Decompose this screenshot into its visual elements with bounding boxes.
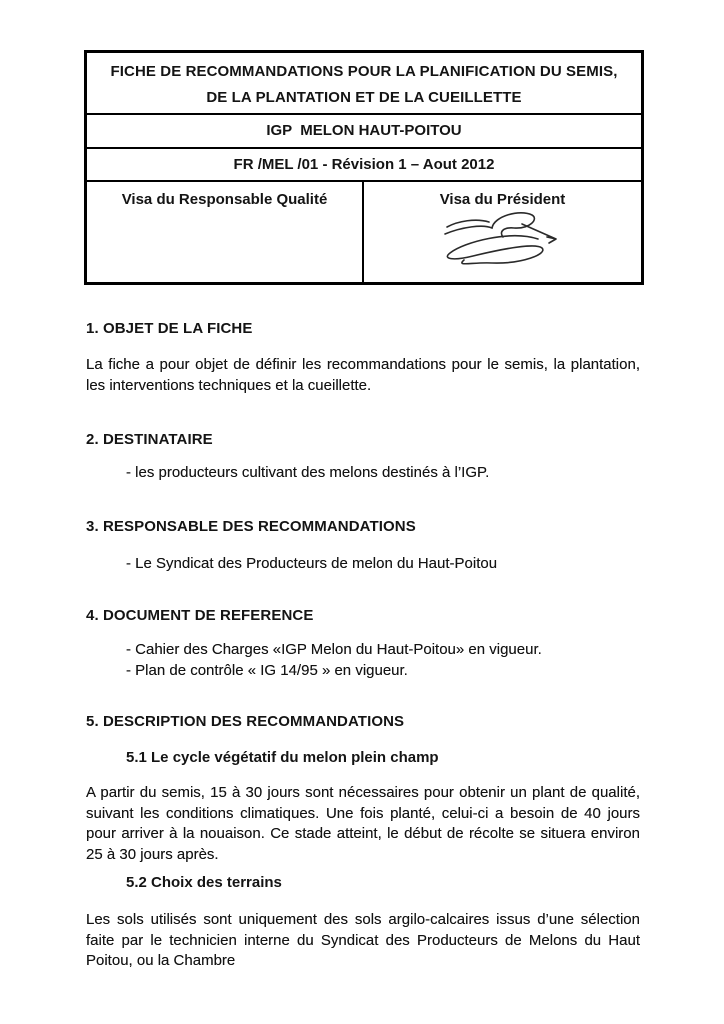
section-3-item: - Le Syndicat des Producteurs de melon du Haut-Poitou: [126, 555, 498, 572]
header-table: [84, 50, 644, 285]
president-signature-icon: [440, 208, 566, 270]
document-reference: FR /MEL /01 - Révision 1 – Aout 2012: [87, 147, 641, 180]
product-name: IGP MELON HAUT-POITOU: [87, 113, 641, 147]
section-4-heading: 4. DOCUMENT DE REFERENCE: [86, 607, 314, 624]
section-4-item-2: - Plan de contrôle « IG 14/95 » en vigueur.: [126, 662, 408, 679]
title-row: [87, 53, 641, 113]
section-5-1-paragraph: A partir du semis, 15 à 30 jours sont nécessaires pour obtenir un plant de qualité, suivant les conditions climatiques. Une fois planté, celui-ci a besoin de 40 jours pour arriver à la nouaison. Ce stade atteint, le début de récolte se situera environ 25 à 30 jours après.: [86, 784, 640, 863]
section-5-2-heading: 5.2 Choix des terrains: [126, 874, 282, 891]
section-1-heading: 1. OBJET DE LA FICHE: [86, 320, 253, 337]
section-1-paragraph: La fiche a pour objet de définir les recommandations pour le semis, la plantation, les interventions techniques et la cueillette.: [86, 356, 640, 394]
section-2-heading: 2. DESTINATAIRE: [86, 431, 213, 448]
visa-responsable-qualite-label: Visa du Responsable Qualité: [87, 182, 364, 282]
section-4-item-1: - Cahier des Charges «IGP Melon du Haut-Poitou» en vigueur.: [126, 641, 542, 658]
document-title-line1: FICHE DE RECOMMANDATIONS POUR LA PLANIFICATION DU SEMIS,: [110, 63, 618, 80]
section-3-heading: 3. RESPONSABLE DES RECOMMANDATIONS: [86, 518, 416, 535]
section-5-1-heading: 5.1 Le cycle végétatif du melon plein champ: [126, 749, 439, 766]
visa-president-label: Visa du Président: [439, 191, 566, 208]
visa-row: [87, 180, 641, 282]
section-2-item: - les producteurs cultivant des melons destinés à l’IGP.: [126, 464, 490, 481]
visa-president-cell: [364, 182, 641, 282]
section-5-2-paragraph: Les sols utilisés sont uniquement des sols argilo-calcaires issus d’une sélection faite par le technicien interne du Syndicat des Producteurs de Melons du Haut Poitou, ou la Chambre: [86, 911, 640, 969]
section-5-heading: 5. DESCRIPTION DES RECOMMANDATIONS: [86, 713, 405, 730]
document-title-line2: DE LA PLANTATION ET DE LA CUEILLETTE: [206, 89, 522, 106]
